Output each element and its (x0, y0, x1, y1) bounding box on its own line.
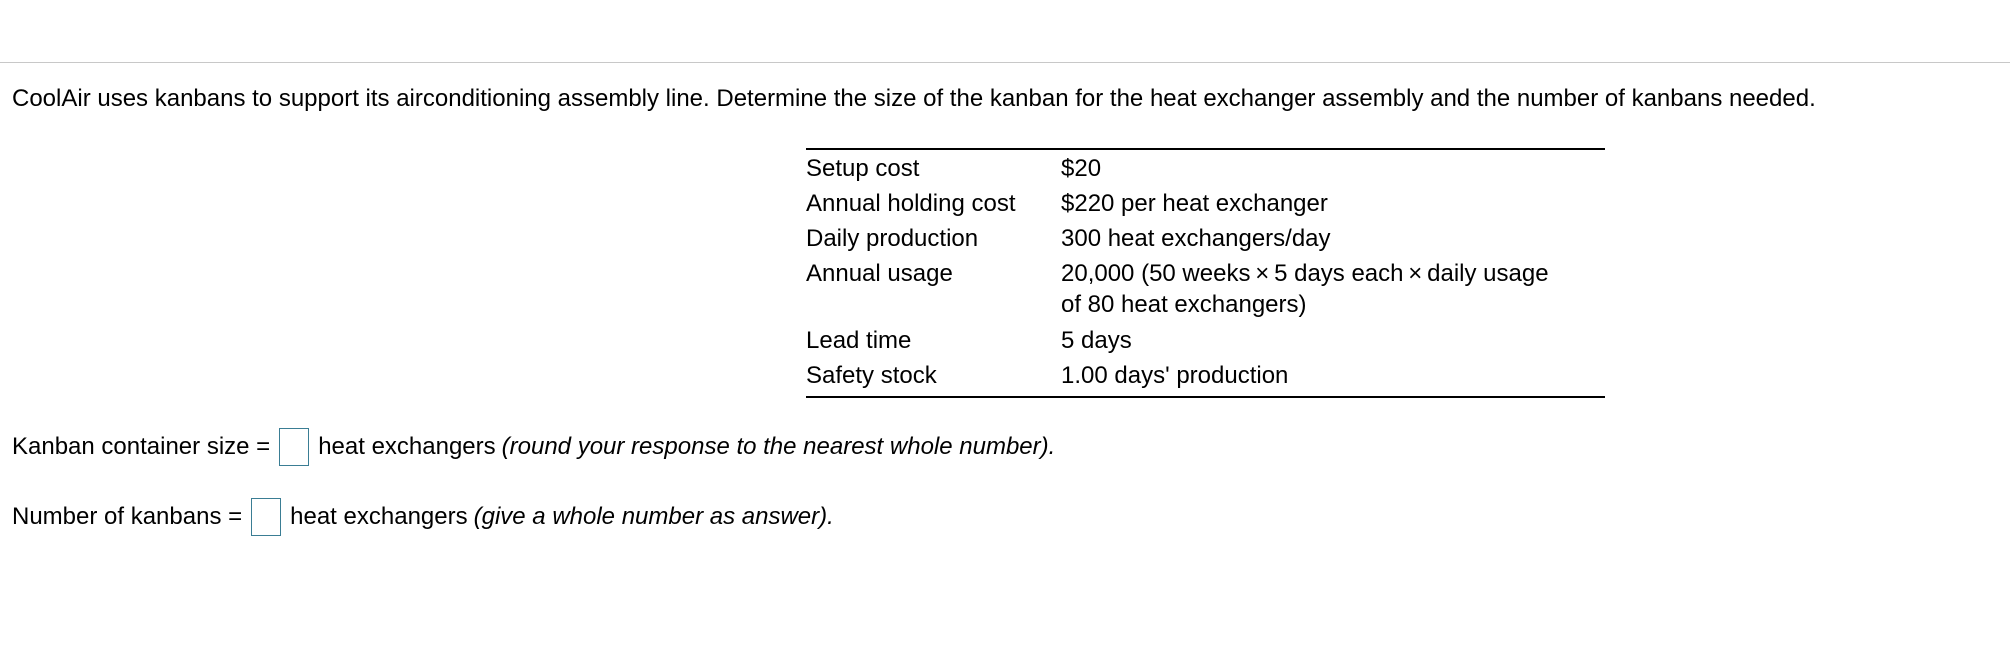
table-row (806, 325, 1605, 360)
problem-data-table (806, 148, 1605, 398)
row-value: $20 (1061, 155, 1102, 182)
row-value: 300 heat exchangers/day (1061, 225, 1331, 252)
row-value-line-1: 20,000 (50 weeks × 5 days each × daily usage (1061, 260, 1549, 287)
kanban-size-input[interactable] (279, 428, 309, 466)
number-of-kanbans-hint: (give a whole number as answer). (473, 503, 834, 530)
row-label: Annual holding cost (806, 190, 1016, 217)
row-value: 1.00 days' production (1061, 362, 1289, 389)
number-of-kanbans-input[interactable] (251, 498, 281, 536)
row-label: Daily production (806, 225, 979, 252)
row-label: Lead time (806, 327, 912, 354)
kanban-size-answer-line (12, 427, 1055, 467)
kanban-size-unit: heat exchangers (318, 433, 496, 460)
row-label: Safety stock (806, 362, 937, 389)
row-value: 5 days (1061, 327, 1132, 354)
top-divider (0, 62, 2010, 63)
table-row (806, 360, 1605, 397)
number-of-kanbans-unit: heat exchangers (290, 503, 468, 530)
row-value-line-2: of 80 heat exchangers) (1061, 291, 1307, 318)
table-row (806, 149, 1605, 188)
row-label: Annual usage (806, 260, 953, 287)
number-of-kanbans-label: Number of kanbans = (12, 503, 243, 530)
question-text: CoolAir uses kanbans to support its airconditioning assembly line. Determine the size of the kanban for the heat exchanger assembly and the number of kanbans needed. (12, 85, 1816, 112)
number-of-kanbans-answer-line (12, 497, 834, 537)
table-row (806, 258, 1605, 325)
row-value (1061, 258, 1605, 325)
table-row (806, 188, 1605, 223)
kanban-size-hint: (round your response to the nearest whole number). (501, 433, 1056, 460)
kanban-size-label: Kanban container size = (12, 433, 271, 460)
table-row (806, 223, 1605, 258)
row-label: Setup cost (806, 155, 920, 182)
row-value: $220 per heat exchanger (1061, 190, 1328, 217)
